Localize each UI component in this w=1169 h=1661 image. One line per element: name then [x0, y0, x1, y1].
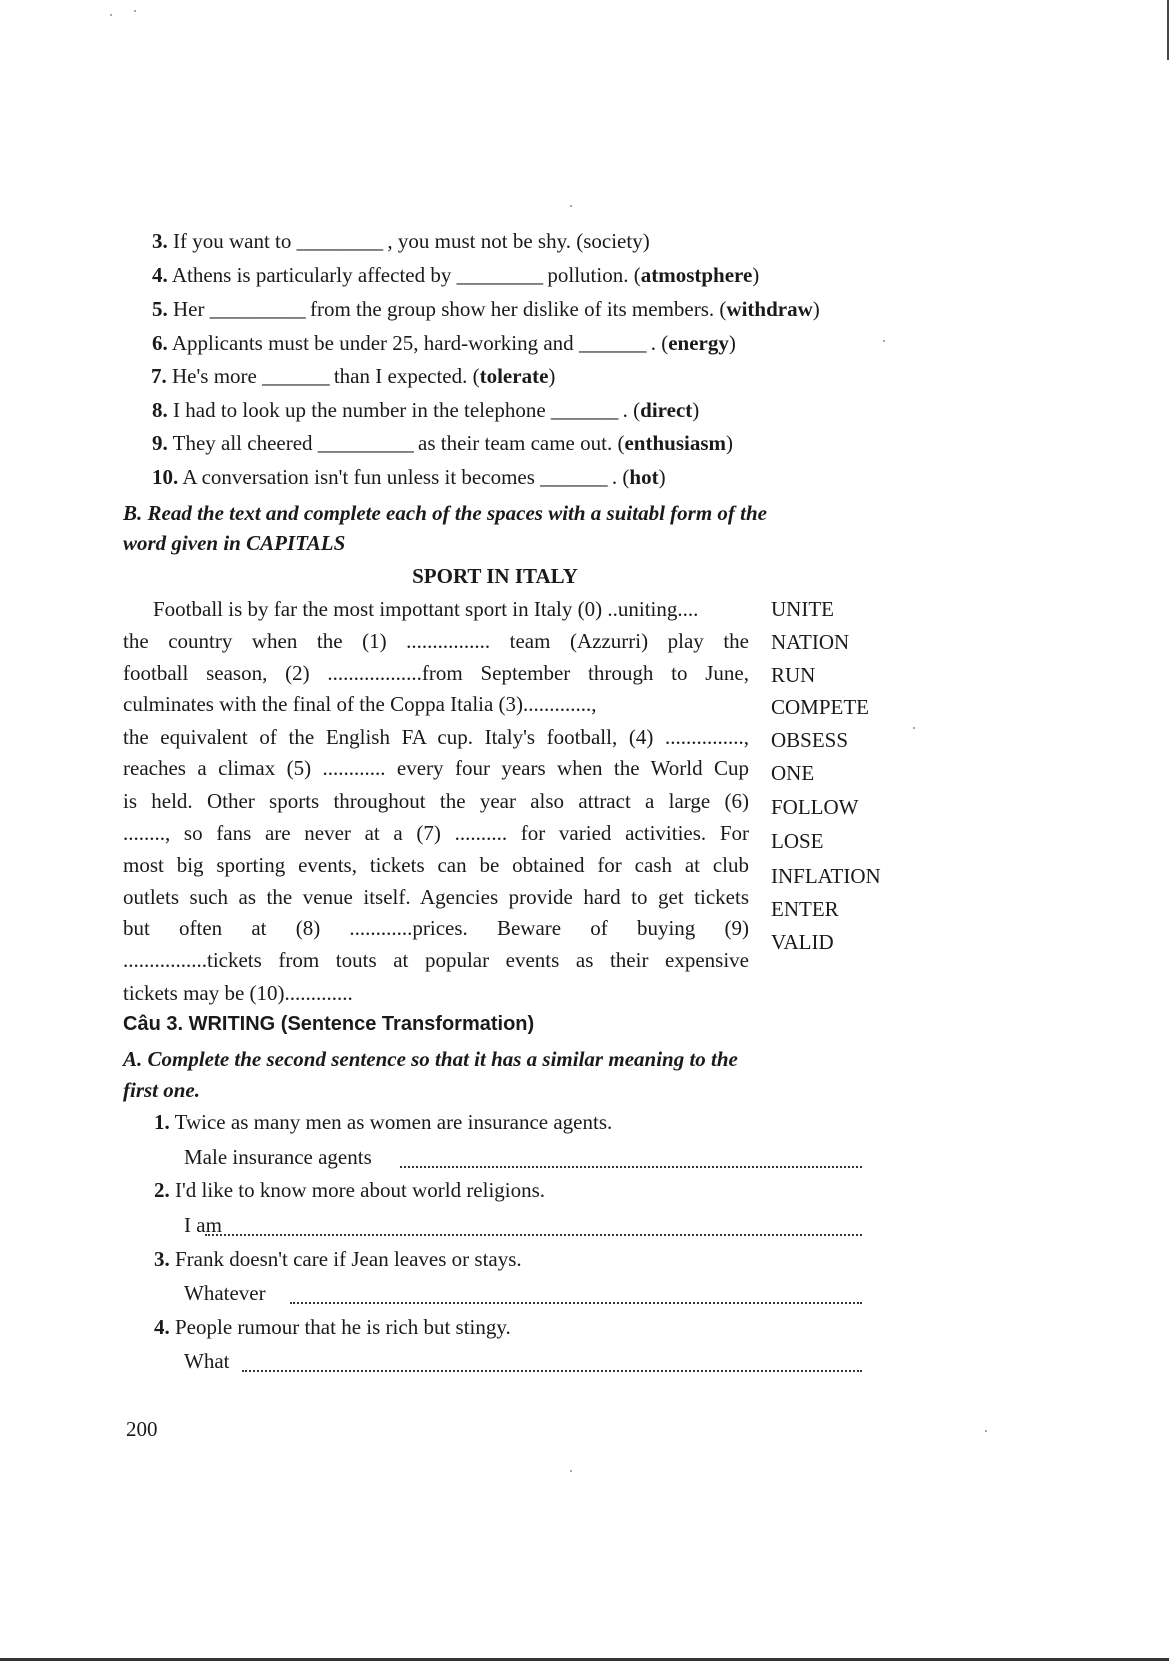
answer-blank[interactable]: _______ [262, 364, 329, 388]
capitals-word: FOLLOW [771, 795, 859, 819]
item-text: A conversation isn't fun unless it becomes [182, 465, 535, 489]
page-number: 200 [126, 1417, 158, 1441]
capitals-word: UNITE [771, 597, 834, 621]
item-number: 4. [152, 263, 168, 287]
answer-line[interactable] [242, 1356, 862, 1372]
exercise-item [151, 366, 555, 387]
given-word: atmostphere [640, 263, 753, 287]
capitals-word: VALID [771, 930, 834, 954]
item-text: Athens is particularly affected by [171, 263, 452, 287]
item-text: Her [173, 297, 205, 321]
answer-blank[interactable]: _________ [296, 229, 383, 253]
answer-blank[interactable]: _______ [578, 331, 646, 355]
given-word: enthusiasm [624, 431, 726, 455]
given-word: withdraw [726, 297, 813, 321]
item-text: ) [752, 263, 760, 287]
exercise-item [152, 467, 666, 488]
item-number: 8. [152, 398, 168, 422]
item-text: I had to look up the number in the telephone [173, 398, 546, 422]
given-word: tolerate [479, 364, 549, 388]
section-3-instruction: A. Complete the second sentence so that it has a similar meaning to the [123, 1047, 738, 1071]
item-text: from the group show her dislike of its members. ( [309, 297, 727, 321]
item-number: 9. [152, 431, 168, 455]
item-text: ) [726, 431, 733, 455]
capitals-word: LOSE [771, 829, 824, 853]
item-number: 2. [154, 1178, 170, 1202]
answer-blank[interactable]: __________ [209, 297, 305, 321]
item-text: . ( [622, 398, 641, 422]
item-sentence: Twice as many men as women are insurance agents. [174, 1110, 613, 1134]
writing-item [154, 1317, 511, 1338]
item-sentence: People rumour that he is rich but stingy. [175, 1315, 511, 1339]
answer-blank[interactable]: __________ [317, 431, 413, 455]
item-text: ) [692, 398, 700, 422]
item-text: ) [728, 331, 736, 355]
answer-prompt: Male insurance agents [184, 1145, 372, 1169]
passage-line: the equivalent of the English FA cup. Italy's football, (4) ..............., [123, 725, 749, 749]
item-number: 6. [152, 331, 168, 355]
item-number: 4. [154, 1315, 170, 1339]
capitals-word: NATION [771, 630, 850, 654]
exercise-item [152, 299, 820, 320]
passage-line: ................tickets from touts at popular events as their expensive [123, 948, 749, 972]
answer-line[interactable] [290, 1288, 862, 1304]
capitals-word: ONE [771, 761, 815, 785]
exercise-item [152, 265, 759, 286]
answer-prompt: Whatever [184, 1281, 266, 1305]
section-3-instruction-cont: first one. [123, 1078, 201, 1102]
scan-speck [985, 1430, 987, 1432]
passage-line: the country when the (1) ................ team (Azzurri) play the [123, 629, 749, 653]
scan-speck [883, 340, 885, 342]
item-sentence: I'd like to know more about world religions. [175, 1178, 546, 1202]
answer-line[interactable] [205, 1220, 862, 1236]
capitals-word: RUN [771, 663, 816, 687]
item-text: , you must not be shy. (society) [387, 229, 650, 253]
item-text: ) [812, 297, 820, 321]
capitals-word: OBSESS [771, 728, 849, 752]
scan-speck [913, 727, 915, 729]
passage-line: most big sporting events, tickets can be obtained for cash at club [123, 853, 749, 877]
given-word: hot [629, 465, 659, 489]
answer-blank[interactable]: _______ [540, 465, 607, 489]
exercise-item [152, 433, 733, 454]
section-b-instruction-cont: word given in CAPITALS [123, 531, 346, 555]
exercise-item [152, 231, 650, 252]
passage-line: tickets may be (10)............. [123, 981, 353, 1005]
item-number: 10. [152, 465, 179, 489]
item-number: 3. [152, 229, 168, 253]
item-text: . ( [650, 331, 669, 355]
exercise-item [152, 333, 736, 354]
item-number: 3. [154, 1247, 170, 1271]
passage-line: Football is by far the most impottant sport in Italy (0) ..uniting.... [153, 597, 699, 621]
section-3-heading: Câu 3. WRITING (Sentence Transformation) [123, 1013, 535, 1035]
scan-speck [570, 1470, 572, 1472]
passage-line: but often at (8) ............prices. Beware of buying (9) [123, 916, 749, 940]
item-sentence: Frank doesn't care if Jean leaves or stays. [175, 1247, 522, 1271]
answer-blank[interactable]: _________ [456, 263, 543, 287]
item-number: 5. [152, 297, 168, 321]
item-text: than I expected. ( [333, 364, 480, 388]
passage-line: reaches a climax (5) ............ every four years when the World Cup [123, 756, 749, 780]
writing-item [154, 1249, 522, 1270]
item-text: If you want to [173, 229, 292, 253]
passage-line: outlets such as the venue itself. Agencies provide hard to get tickets [123, 885, 749, 909]
answer-prompt: What [184, 1349, 230, 1373]
section-b-instruction: B. Read the text and complete each of the spaces with a suitabl form of the [123, 501, 767, 525]
exercise-item [152, 400, 699, 421]
capitals-word: INFLATION [771, 864, 881, 888]
item-number: 7. [151, 364, 167, 388]
item-text: He's more [172, 364, 257, 388]
item-text: ) [548, 364, 556, 388]
given-word: direct [640, 398, 693, 422]
given-word: energy [668, 331, 729, 355]
answer-prompt: I am [184, 1213, 222, 1237]
writing-item [154, 1180, 545, 1201]
answer-line[interactable] [400, 1152, 862, 1168]
passage-line: culminates with the final of the Coppa Italia (3)............., [123, 692, 597, 716]
item-text: as their team came out. ( [418, 431, 625, 455]
item-number: 1. [154, 1110, 170, 1134]
item-text: They all cheered [172, 431, 313, 455]
scan-speck [570, 205, 572, 207]
scan-speck [110, 14, 112, 16]
passage-line: is held. Other sports throughout the year also attract a large (6) [123, 789, 749, 813]
capitals-word: ENTER [771, 897, 839, 921]
passage-line: ........, so fans are never at a (7) .......... for varied activities. For [123, 821, 749, 845]
passage-line: football season, (2) ..................from September through to June, [123, 661, 749, 685]
item-text: pollution. ( [547, 263, 641, 287]
item-text: . ( [611, 465, 630, 489]
item-text: ) [658, 465, 666, 489]
scan-speck [134, 10, 136, 12]
capitals-word: COMPETE [771, 695, 870, 719]
answer-blank[interactable]: _______ [550, 398, 618, 422]
passage-title: SPORT IN ITALY [412, 564, 578, 588]
item-text: Applicants must be under 25, hard-working and [171, 331, 574, 355]
writing-item [154, 1112, 612, 1133]
